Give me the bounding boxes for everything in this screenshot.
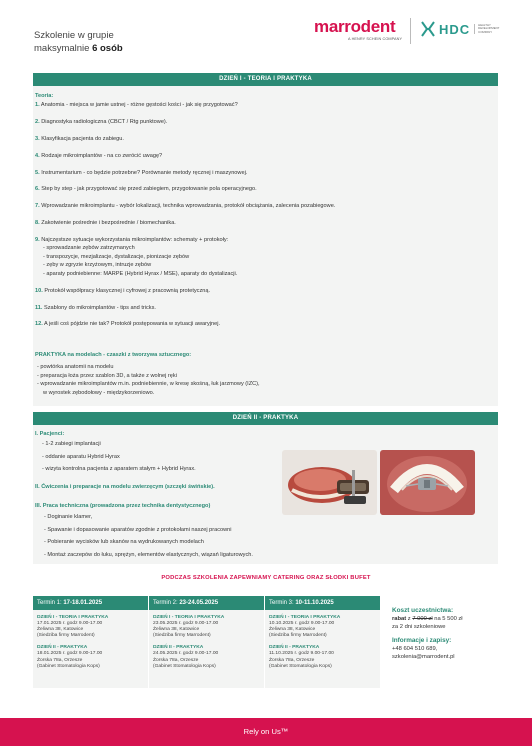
page-header <box>0 0 532 70</box>
list-item: 8. Zakotwienie pośrednie i bezpośrednie / biomechanika. <box>35 220 176 227</box>
max-participants: 6 osób <box>92 43 123 54</box>
terms-table <box>33 596 380 688</box>
practice-heading: PRAKTYKA na modelach - czaszki z tworzywa sztucznego: <box>35 352 192 358</box>
hdc-mark-icon <box>420 20 436 38</box>
hdc-logo: HDC HEALTHY DEVELOPMENT COMPANY <box>420 20 499 38</box>
price-line: rabat z 7 000 zł na 5 500 zł <box>392 616 463 622</box>
old-price: 7 000 zł <box>412 616 433 622</box>
list-item: 4. Rodzaje mikroimplantów - na co zwrócić uwagę? <box>35 152 163 159</box>
list-item: 11. Szablony do mikroimplantów - tips and tricks. <box>35 304 156 311</box>
term-day1: DZIEŃ I - TEORIA I PRAKTYKA 17.01.2025 r. godz 9.00-17.00 Żeliwna 38, Katowice (Siedziba firmy Marrodent) <box>37 615 109 639</box>
list-item: - powtórka anatomii na modelu <box>37 363 457 372</box>
tagline-line2: maksymalnie 6 osób <box>34 43 123 54</box>
list-item: - Spawanie i dopasowanie aparatów zgodnie z protokołami naszej pracowni <box>44 524 253 537</box>
list-item: 7. Wprowadzanie mikroimplantu - wybór lokalizacji, technika wprowadzania, protokół obciążania, zalecenia pozabiegowe. <box>35 203 336 210</box>
list-item: 9. Najczęstsze sytuacje wykorzystania mikroimplantów: schematy + protokoły: - sprowadzanie zębów zatrzymanych - transpozycje, mezjalizacje, dystalizacje, pionizacje zębów - zęby w zgryzie krzyżowym, intruzje zębów - aparaty podniebienne: MARPE (Hybrid Hyrax / MSE), aparaty do dystalizacji. <box>35 236 490 278</box>
term-column-1 <box>33 596 148 688</box>
list-item: 5. Instrumentarium - co będzie potrzebne? Porównanie metody ręcznej i maszynowej. <box>35 169 248 176</box>
term-header: Termin 1: 17-18.01.2025 <box>33 596 148 610</box>
sub-item: - aparaty podniebienne: MARPE (Hybrid Hyrax / MSE), aparaty do dystalizacji. <box>43 270 490 279</box>
theory-heading: Teoria: <box>35 93 54 99</box>
technical-work-list <box>44 511 253 561</box>
catering-note: PODCZAS SZKOLENIA ZAPEWNIAMY CATERING ORAZ SŁODKI BUFET <box>161 575 371 581</box>
list-item: - preparacja łoża przez szablon 3D, a także z wolnej ręki <box>37 372 457 381</box>
patients-list <box>42 438 196 476</box>
tagline-line1: Szkolenie w grupie <box>34 30 114 41</box>
sub-item: - transpozycje, mezjalizacje, dystalizacje, pionizacje zębów <box>43 253 490 262</box>
footer-slogan: Rely on Us™ <box>0 718 532 746</box>
item9-sublist <box>35 244 490 278</box>
theory-list <box>35 101 490 337</box>
dental-appliance-photo <box>380 450 475 515</box>
list-item: 6. Step by step - jak przygotować się przed zabiegiem, przygotowanie pola operacyjnego. <box>35 186 257 193</box>
animal-jaw-photo <box>282 450 377 515</box>
term-day1: DZIEŃ I - TEORIA I PRAKTYKA 10.10.2025 r. godz 9.00-17.00 Żeliwna 38, Katowice (Siedziba firmy Marrodent) <box>269 615 341 639</box>
day2-band: DZIEŃ II - PRAKTYKA <box>33 412 498 425</box>
practice-list <box>37 363 457 397</box>
contact-email[interactable]: szkolenia@marrodent.pl <box>392 654 455 660</box>
term-day2: DZIEŃ II - PRAKTYKA 24.05.2025 r. godz 9.00-17.00 Żorska 78a, Orzesze (Gabinet Stomatologia Kops) <box>153 645 219 669</box>
term-column-3 <box>265 596 380 688</box>
logo-divider <box>410 18 411 44</box>
sub-item: - sprowadzanie zębów zatrzymanych <box>43 244 490 253</box>
list-item: - Montaż zaczepów do łuku, sprężyn, elementów elastycznych, wiązań ligaturowych. <box>44 549 253 562</box>
marrodent-logo: marrodent A HENRY SCHEIN COMPANY <box>314 17 403 41</box>
list-item: 3. Klasyfikacja pacjenta do zabiegu. <box>35 135 124 142</box>
contact-heading: Informacje i zapisy: <box>392 637 452 644</box>
term-header: Termin 2: 23-24.05.2025 <box>149 596 264 610</box>
price-heading: Koszt uczestnictwa: <box>392 607 454 614</box>
pricing-box <box>382 596 498 688</box>
price-note: za 2 dni szkoleniowe <box>392 624 446 630</box>
patients-heading: I. Pacjenci: <box>35 431 65 437</box>
animal-model-heading: II. Ćwiczenia i preparacje na modelu zwierzęcym (szczęki świńskie). <box>35 484 215 490</box>
term-day2: DZIEŃ II - PRAKTYKA 18.01.2025 r. godz 9.00-17.00 Żorska 78a, Orzesze (Gabinet Stomatologia Kops) <box>37 645 103 669</box>
list-item: - 1-2 zabiegi implantacji <box>42 438 196 451</box>
list-item: - Doginanie klamer, <box>44 511 253 524</box>
list-item: 12. A jeśli coś pójdzie nie tak? Protokół postępowania w sytuacji awaryjnej. <box>35 321 221 328</box>
hdc-subtitle: HEALTHY DEVELOPMENT COMPANY <box>474 24 499 35</box>
list-item: 2. Diagnostyka radiologiczna (CBCT / Rtg punktowe). <box>35 118 168 125</box>
term-day1: DZIEŃ I - TEORIA I PRAKTYKA 23.05.2025 r. godz 9.00-17.00 Żeliwna 38, Katowice (Siedziba firmy Marrodent) <box>153 615 225 639</box>
list-item: - wprowadzanie mikroimplantów m.in. podniebiennie, w kresę skośną, łuk jarzmowy (IZC), w wyrostek zębodołowy - międzykorzeniowo. <box>37 380 457 397</box>
list-item: - wizyta kontrolna pacjenta z aparatem stałym + Hybrid Hyrax. <box>42 463 196 476</box>
list-item: 10. Protokół współpracy klasycznej i cyfrowej z pracownią protetyczną. <box>35 287 211 294</box>
list-item: - oddanie aparatu Hybrid Hyrax <box>42 451 196 464</box>
list-item: - Pobieranie wycisków lub skanów na wydrukowanych modelach <box>44 536 253 549</box>
day1-band: DZIEŃ I - TEORIA I PRAKTYKA <box>33 73 498 86</box>
sub-item: - zęby w zgryzie krzyżowym, intruzje zębów <box>43 261 490 270</box>
term-day2: DZIEŃ II - PRAKTYKA 11.10.2025 r. godz 9.00-17.00 Żorska 78a, Orzesze (Gabinet Stomatologia Kops) <box>269 645 334 669</box>
technical-work-heading: III. Praca techniczna (prowadzona przez technika dentystycznego) <box>35 503 211 509</box>
term-column-2 <box>149 596 264 688</box>
list-item: 1. Anatomia - miejsca w jamie ustnej - różne gęstości kości - jak się przygotować? <box>35 102 238 108</box>
group-size-tagline <box>34 29 123 55</box>
term-header: Termin 3: 10-11.10.2025 <box>265 596 380 610</box>
contact-phone[interactable]: +48 604 510 689, <box>392 646 438 652</box>
